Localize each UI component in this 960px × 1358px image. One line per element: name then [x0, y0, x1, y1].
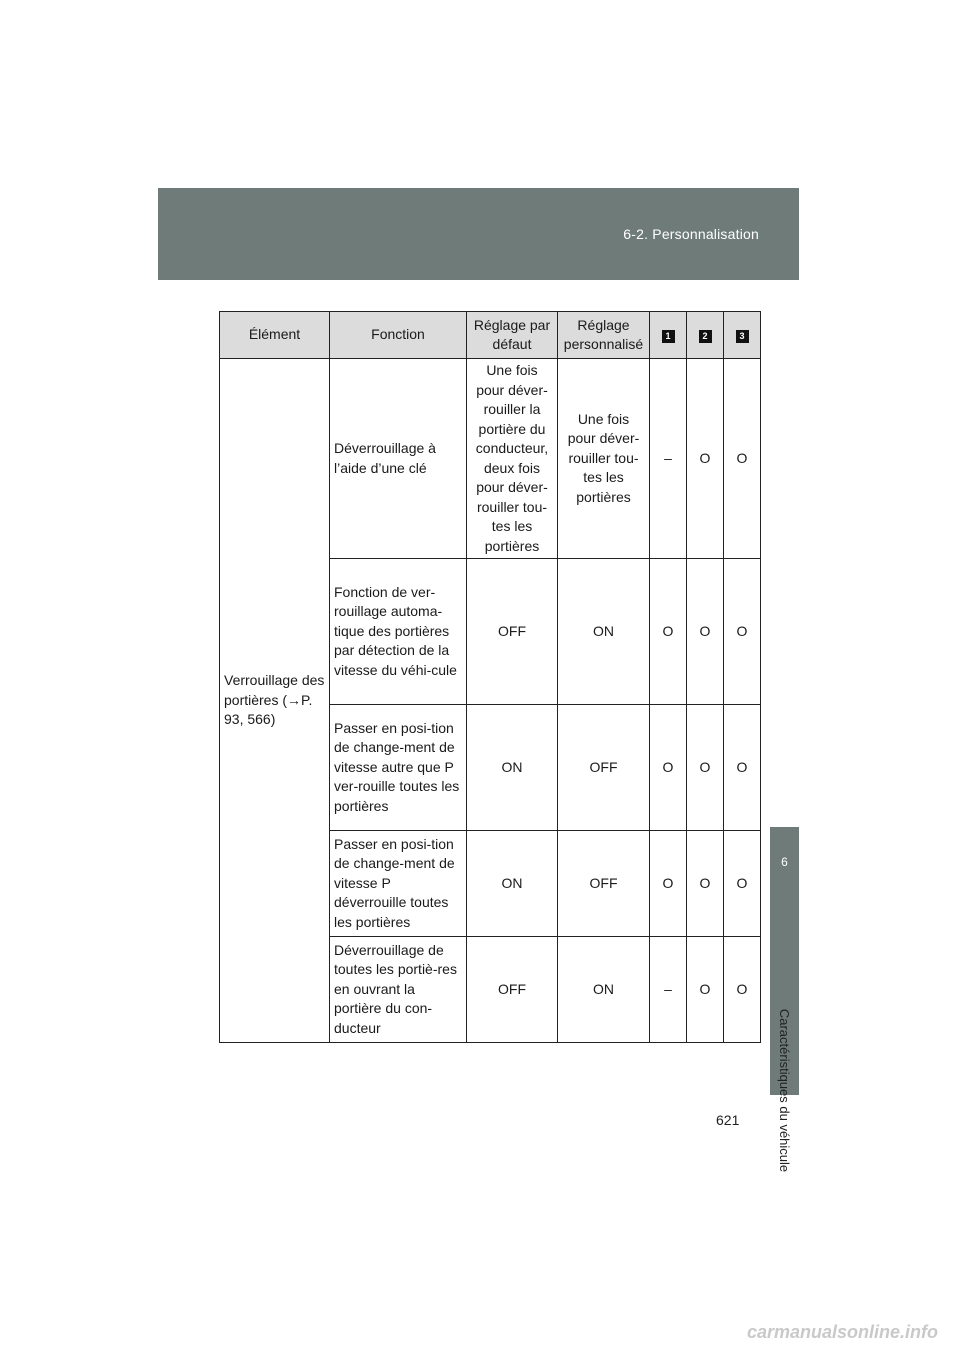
row-col3: O [724, 559, 761, 705]
row-function: Déverrouillage de toutes les portiè-res en ouvrant la portière du con-ducteur [330, 937, 467, 1043]
row-col1: – [650, 359, 687, 559]
row-default: Une fois pour déver-rouiller la portière du conducteur, deux fois pour déver-rouiller tou-tes les portières [467, 359, 558, 559]
chapter-label: Caractéristiques du véhicule [777, 1008, 792, 1172]
row-col3: O [724, 937, 761, 1043]
page-number: 621 [716, 1112, 740, 1128]
row-col2: O [687, 937, 724, 1043]
chapter-label-wrap [770, 960, 799, 1220]
header-band [158, 188, 799, 280]
col3-badge-icon: 3 [736, 330, 749, 343]
row-function: Passer en posi-tion de change-ment de vitesse autre que P ver-rouille toutes les portières [330, 705, 467, 831]
row-col2: O [687, 705, 724, 831]
row-custom: OFF [558, 831, 650, 937]
row-col3: O [724, 359, 761, 559]
header-col1 [650, 312, 687, 359]
col1-badge-icon: 1 [662, 330, 675, 343]
header-item: Élément [220, 312, 330, 359]
header-col2 [687, 312, 724, 359]
item-label: Verrouillage des portières (→P. 93, 566) [220, 359, 330, 1043]
watermark: carmanualsonline.info [746, 1322, 938, 1342]
row-function: Passer en posi-tion de change-ment de vitesse P déverrouille toutes les portières [330, 831, 467, 937]
row-default: ON [467, 705, 558, 831]
header-function: Fonction [330, 312, 467, 359]
row-function: Fonction de ver-rouillage automa-tique des portières par détection de la vitesse du véhi-cule [330, 559, 467, 705]
row-col1: O [650, 705, 687, 831]
row-default: OFF [467, 937, 558, 1043]
row-col1: – [650, 937, 687, 1043]
row-col3: O [724, 831, 761, 937]
row-custom: ON [558, 559, 650, 705]
row-col1: O [650, 831, 687, 937]
row-col2: O [687, 559, 724, 705]
row-custom: ON [558, 937, 650, 1043]
row-col1: O [650, 559, 687, 705]
table-header-row [220, 312, 761, 359]
header-default: Réglage par défaut [467, 312, 558, 359]
row-default: OFF [467, 559, 558, 705]
row-col3: O [724, 705, 761, 831]
row-default: ON [467, 831, 558, 937]
row-function: Déverrouillage à l’aide d’une clé [330, 359, 467, 559]
row-custom: OFF [558, 705, 650, 831]
row-col2: O [687, 831, 724, 937]
table-row [220, 359, 761, 559]
header-custom: Réglage personnalisé [558, 312, 650, 359]
row-col2: O [687, 359, 724, 559]
col2-badge-icon: 2 [699, 330, 712, 343]
chapter-number: 6 [781, 855, 788, 869]
row-custom: Une fois pour déver-rouiller tou-tes les portières [558, 359, 650, 559]
settings-table [219, 311, 761, 1043]
header-col3 [724, 312, 761, 359]
section-title: 6-2. Personnalisation [623, 226, 759, 242]
